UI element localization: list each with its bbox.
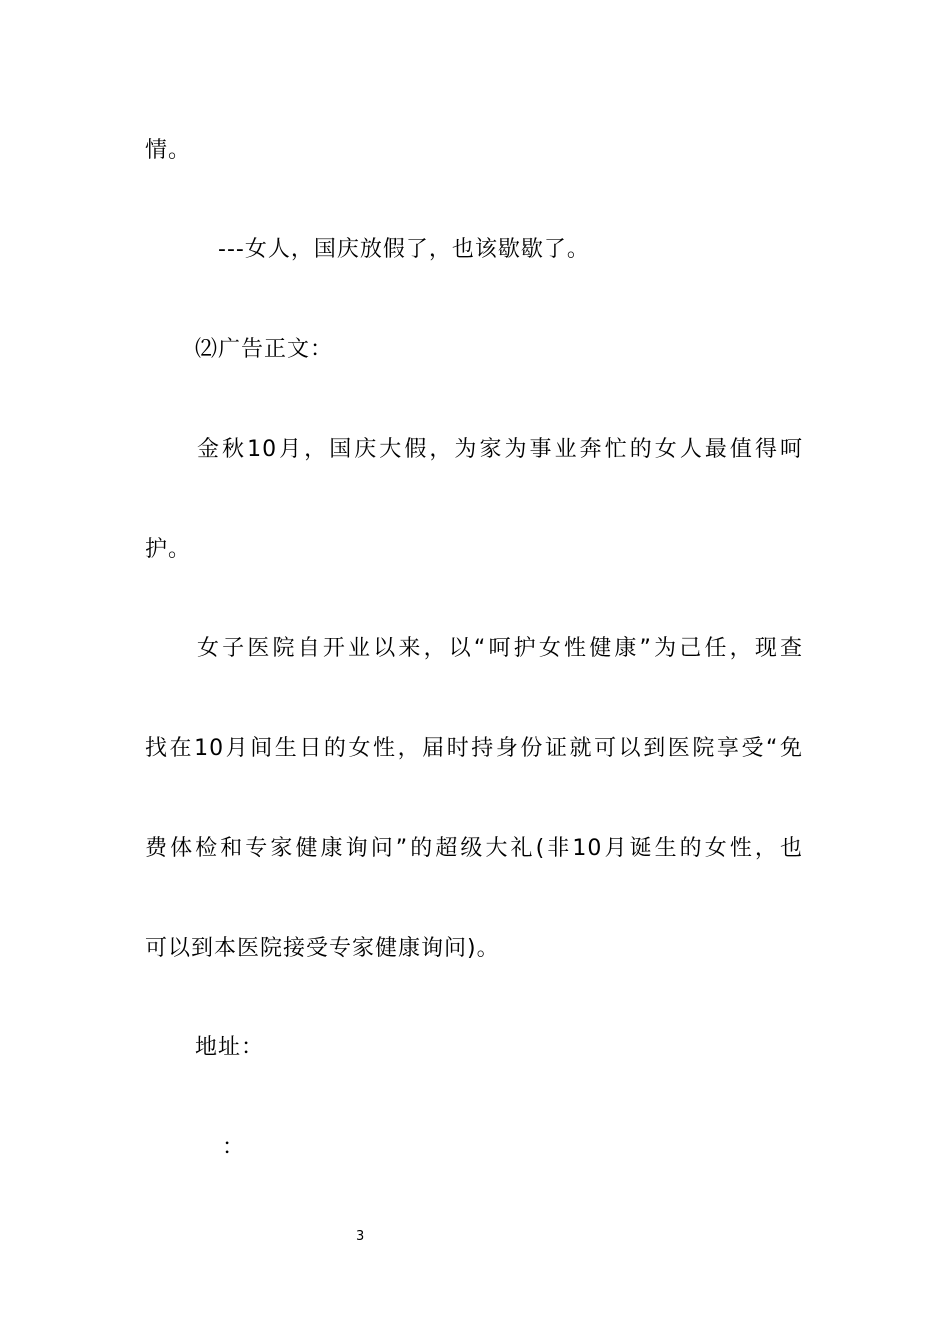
section-heading: ⑵广告正文： [195,337,334,362]
text-line: 金秋10月，国庆大假，为家为事业奔忙的女人最值得呵 [197,437,803,462]
text-line: ： [222,1135,246,1160]
text-line: 可以到本医院接受专家健康询问)。 [145,936,500,961]
page-number: 3 [356,1229,365,1244]
text-line: ---女人，国庆放假了，也该歇歇了。 [218,237,590,262]
text-line: 找在10月间生日的女性，届时持身份证就可以到医院享受“免 [145,736,803,761]
text-line: 女子医院自开业以来，以“呵护女性健康”为己任，现查 [197,636,803,661]
address-label: 地址： [195,1035,265,1060]
text-line: 护。 [145,537,192,562]
text-line: 费体检和专家健康询问”的超级大礼(非10月诞生的女性，也 [145,836,803,861]
text-line: 情。 [145,138,192,163]
